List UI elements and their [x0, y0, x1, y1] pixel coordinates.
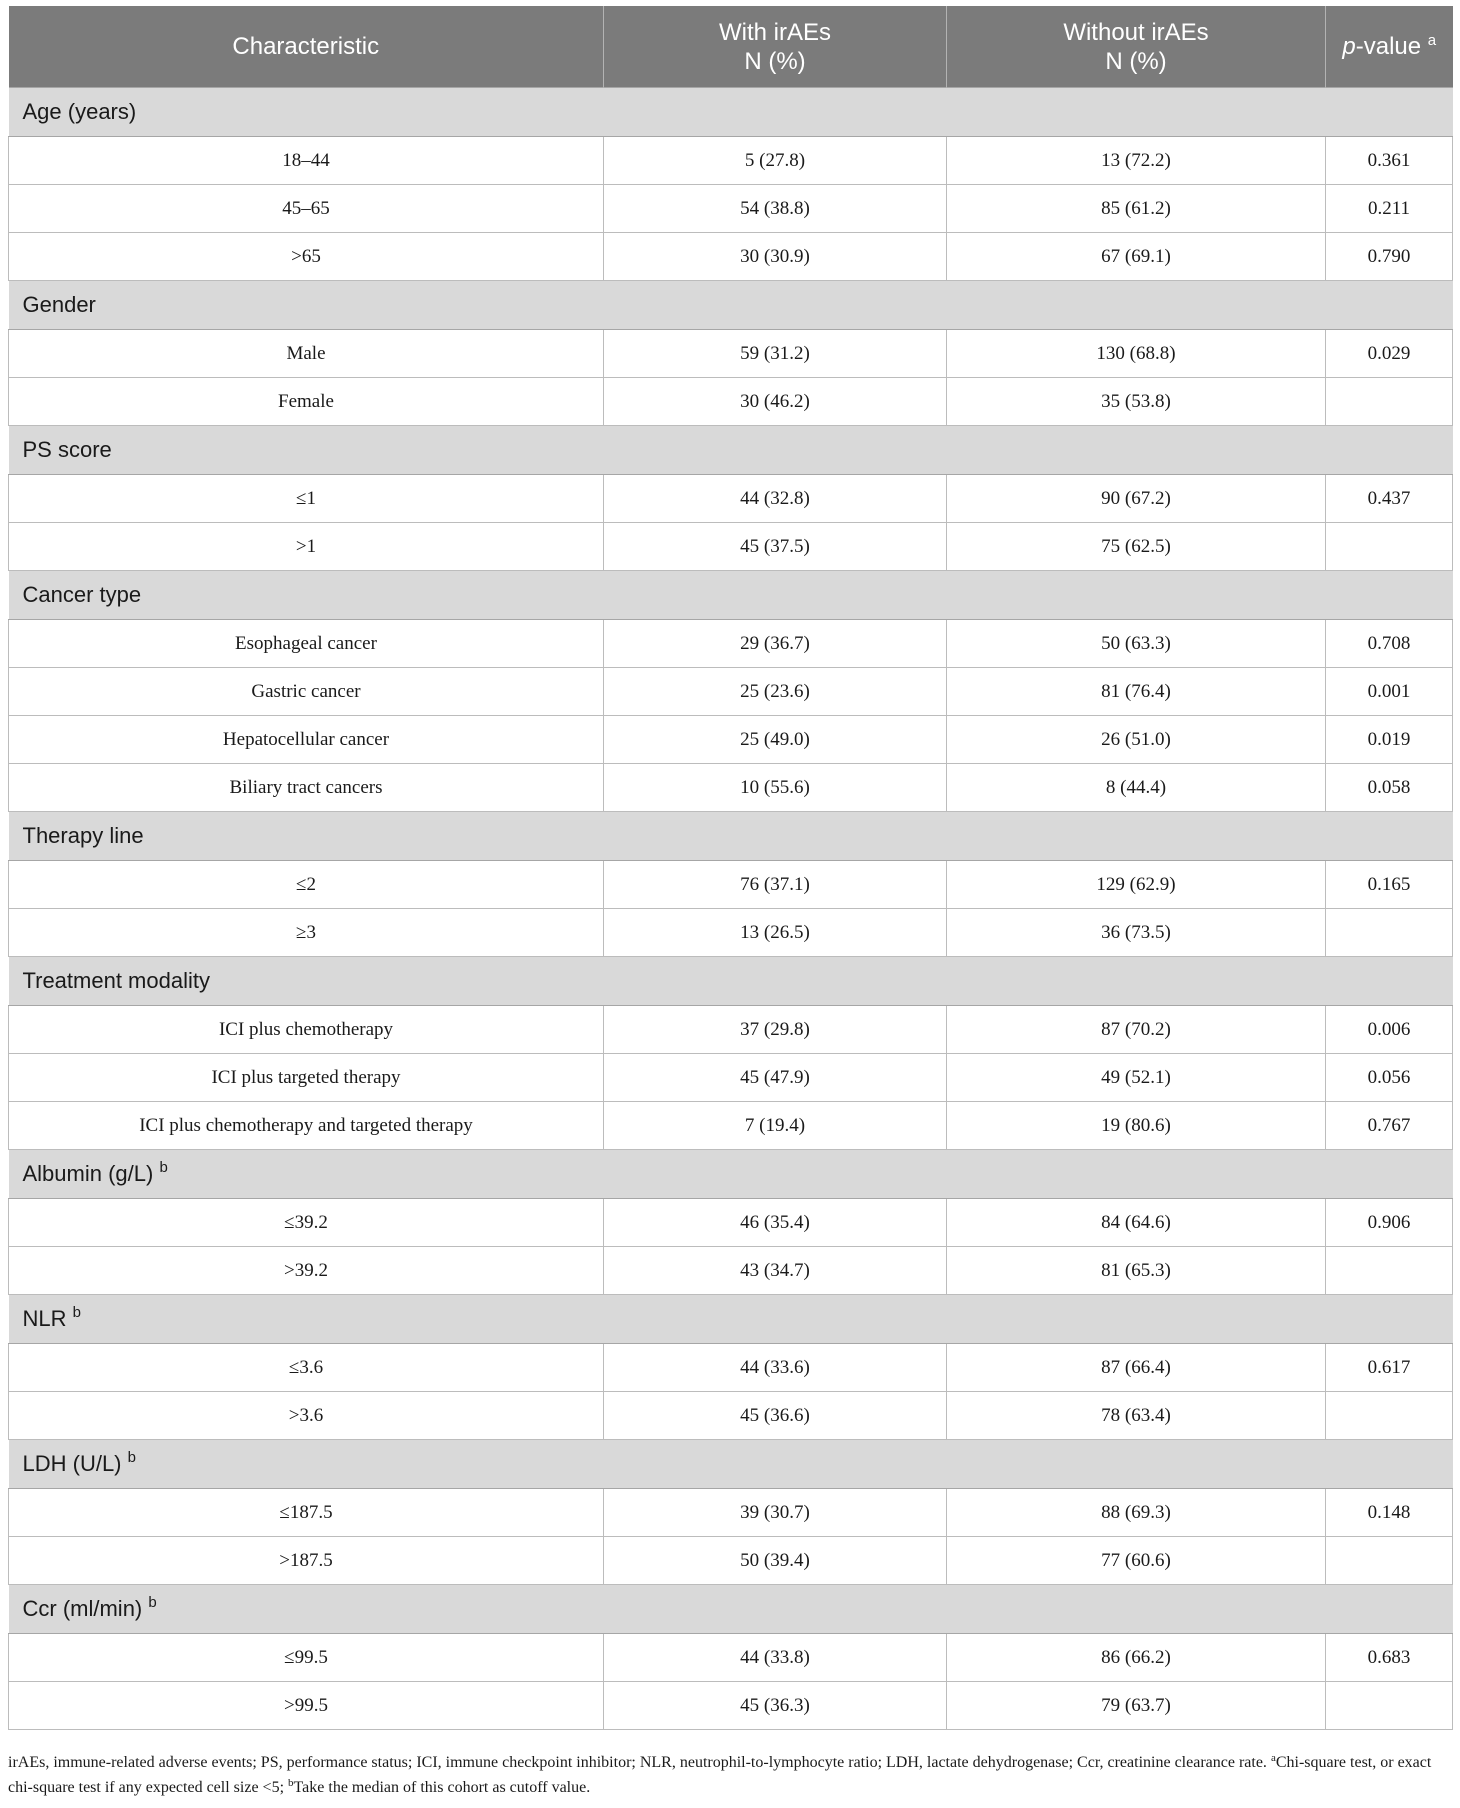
- section-title-cell: [9, 812, 1453, 861]
- cell-without-iraes: 67 (69.1): [947, 233, 1326, 281]
- cell-label: ICI plus chemotherapy and targeted therapy: [9, 1102, 604, 1150]
- section-title-cell: [9, 281, 1453, 330]
- table-row: [9, 716, 1453, 764]
- section-title-cell: [9, 1295, 1453, 1344]
- cell-without-iraes: 78 (63.4): [947, 1392, 1326, 1440]
- cell-with-iraes: 7 (19.4): [604, 1102, 947, 1150]
- cell-p-value: 0.617: [1326, 1344, 1453, 1392]
- cell-p-value: [1326, 1682, 1453, 1730]
- cell-label: ≤99.5: [9, 1634, 604, 1682]
- cell-label: 45–65: [9, 185, 604, 233]
- cell-with-iraes: 10 (55.6): [604, 764, 947, 812]
- footnote-a-mark: a: [1270, 1752, 1276, 1764]
- cell-without-iraes: 85 (61.2): [947, 185, 1326, 233]
- cell-p-value: [1326, 1537, 1453, 1585]
- footnote-a-text: Chi-square test, or exact chi-square test if any expected cell size <5;: [8, 1754, 1432, 1796]
- section-row: [9, 812, 1453, 861]
- table-row: [9, 1537, 1453, 1585]
- cell-with-iraes: 45 (36.6): [604, 1392, 947, 1440]
- cell-p-value: 0.006: [1326, 1006, 1453, 1054]
- cell-without-iraes: 13 (72.2): [947, 137, 1326, 185]
- cell-with-iraes: 50 (39.4): [604, 1537, 947, 1585]
- footnote-b-mark: b: [288, 1777, 294, 1789]
- cell-with-iraes: 44 (32.8): [604, 475, 947, 523]
- cell-p-value: 0.001: [1326, 668, 1453, 716]
- section-title: Gender: [22, 292, 96, 317]
- table-row: [9, 909, 1453, 957]
- cell-with-iraes: 45 (47.9): [604, 1054, 947, 1102]
- cell-without-iraes: 87 (70.2): [947, 1006, 1326, 1054]
- cell-p-value: 0.165: [1326, 861, 1453, 909]
- table-row: [9, 475, 1453, 523]
- cell-p-value: 0.029: [1326, 330, 1453, 378]
- cell-label: 18–44: [9, 137, 604, 185]
- section-title-cell: [9, 1150, 1453, 1199]
- table-row: [9, 620, 1453, 668]
- section-row: [9, 1585, 1453, 1634]
- table-row: [9, 1682, 1453, 1730]
- cell-label: Hepatocellular cancer: [9, 716, 604, 764]
- cell-with-iraes: 76 (37.1): [604, 861, 947, 909]
- table-row: [9, 1006, 1453, 1054]
- header-without-iraes: [947, 6, 1326, 88]
- section-title-cell: [9, 571, 1453, 620]
- header-without-line2: N (%): [1105, 47, 1167, 75]
- cell-label: ≤39.2: [9, 1199, 604, 1247]
- cell-with-iraes: 13 (26.5): [604, 909, 947, 957]
- cell-label: >3.6: [9, 1392, 604, 1440]
- header-p-italic: p: [1342, 33, 1356, 60]
- cell-label: ICI plus chemotherapy: [9, 1006, 604, 1054]
- cell-without-iraes: 129 (62.9): [947, 861, 1326, 909]
- table-footnote: [8, 1750, 1454, 1800]
- header-row: [9, 6, 1453, 88]
- cell-with-iraes: 37 (29.8): [604, 1006, 947, 1054]
- section-row: [9, 957, 1453, 1006]
- section-row: [9, 88, 1453, 137]
- section-row: [9, 426, 1453, 475]
- table-row: [9, 861, 1453, 909]
- section-title: Cancer type: [22, 582, 142, 607]
- cell-with-iraes: 5 (27.8): [604, 137, 947, 185]
- cell-label: >99.5: [9, 1682, 604, 1730]
- cell-label: >65: [9, 233, 604, 281]
- section-title: Albumin (g/L): [22, 1161, 154, 1186]
- cell-without-iraes: 79 (63.7): [947, 1682, 1326, 1730]
- header-p-sup: a: [1427, 32, 1437, 49]
- cell-label: ≤1: [9, 475, 604, 523]
- table-row: [9, 523, 1453, 571]
- section-footnote-mark: b: [127, 1449, 136, 1466]
- cell-without-iraes: 81 (76.4): [947, 668, 1326, 716]
- section-title-cell: [9, 957, 1453, 1006]
- table-row: [9, 1054, 1453, 1102]
- cell-label: >187.5: [9, 1537, 604, 1585]
- cell-with-iraes: 54 (38.8): [604, 185, 947, 233]
- table-row: [9, 1634, 1453, 1682]
- cell-label: Gastric cancer: [9, 668, 604, 716]
- header-with-iraes: [604, 6, 947, 88]
- cell-p-value: [1326, 378, 1453, 426]
- cell-with-iraes: 45 (36.3): [604, 1682, 947, 1730]
- header-characteristic-text: Characteristic: [232, 33, 380, 60]
- cell-without-iraes: 90 (67.2): [947, 475, 1326, 523]
- section-footnote-mark: b: [72, 1304, 81, 1321]
- cell-without-iraes: 130 (68.8): [947, 330, 1326, 378]
- header-with-line2: N (%): [744, 47, 806, 75]
- section-row: [9, 571, 1453, 620]
- table-row: [9, 1344, 1453, 1392]
- cell-label: Esophageal cancer: [9, 620, 604, 668]
- header-with-line1: With irAEs: [718, 18, 831, 46]
- header-without-line1: Without irAEs: [1063, 18, 1209, 46]
- cell-without-iraes: 26 (51.0): [947, 716, 1326, 764]
- cell-with-iraes: 30 (30.9): [604, 233, 947, 281]
- section-row: [9, 1295, 1453, 1344]
- section-title-cell: [9, 1585, 1453, 1634]
- cell-p-value: 0.708: [1326, 620, 1453, 668]
- table-row: [9, 1392, 1453, 1440]
- table-row: [9, 1489, 1453, 1537]
- cell-without-iraes: 75 (62.5): [947, 523, 1326, 571]
- cell-with-iraes: 44 (33.8): [604, 1634, 947, 1682]
- cell-with-iraes: 25 (49.0): [604, 716, 947, 764]
- cell-with-iraes: 29 (36.7): [604, 620, 947, 668]
- section-title-cell: [9, 426, 1453, 475]
- cell-without-iraes: 81 (65.3): [947, 1247, 1326, 1295]
- section-title: NLR: [22, 1306, 67, 1331]
- cell-p-value: 0.767: [1326, 1102, 1453, 1150]
- cell-p-value: 0.361: [1326, 137, 1453, 185]
- cell-label: ≤187.5: [9, 1489, 604, 1537]
- cell-label: >1: [9, 523, 604, 571]
- section-footnote-mark: b: [148, 1594, 157, 1611]
- cell-p-value: 0.148: [1326, 1489, 1453, 1537]
- section-row: [9, 281, 1453, 330]
- section-title: LDH (U/L): [22, 1451, 122, 1476]
- table-row: [9, 185, 1453, 233]
- cell-with-iraes: 39 (30.7): [604, 1489, 947, 1537]
- cell-with-iraes: 25 (23.6): [604, 668, 947, 716]
- cell-without-iraes: 88 (69.3): [947, 1489, 1326, 1537]
- cell-without-iraes: 86 (66.2): [947, 1634, 1326, 1682]
- cell-label: Biliary tract cancers: [9, 764, 604, 812]
- footnote-abbreviations: irAEs, immune-related adverse events; PS, performance status; ICI, immune checkpoint inhibitor; NLR, neutrophil-to-lymphocyte ratio; LDH, lactate dehydrogenase; Ccr, creatinine clearance rate.: [8, 1754, 1271, 1771]
- cell-without-iraes: 19 (80.6): [947, 1102, 1326, 1150]
- table-body: [9, 88, 1453, 1730]
- section-title: Ccr (ml/min): [22, 1596, 143, 1621]
- table-row: [9, 764, 1453, 812]
- characteristics-table: [8, 6, 1453, 1730]
- cell-without-iraes: 87 (66.4): [947, 1344, 1326, 1392]
- cell-with-iraes: 30 (46.2): [604, 378, 947, 426]
- table-row: [9, 378, 1453, 426]
- section-title: Treatment modality: [22, 968, 210, 993]
- cell-p-value: [1326, 523, 1453, 571]
- table-row: [9, 1102, 1453, 1150]
- header-characteristic: [9, 6, 604, 88]
- cell-p-value: 0.058: [1326, 764, 1453, 812]
- cell-p-value: 0.056: [1326, 1054, 1453, 1102]
- cell-label: ICI plus targeted therapy: [9, 1054, 604, 1102]
- table-row: [9, 233, 1453, 281]
- cell-p-value: 0.211: [1326, 185, 1453, 233]
- cell-p-value: 0.790: [1326, 233, 1453, 281]
- cell-without-iraes: 36 (73.5): [947, 909, 1326, 957]
- cell-label: >39.2: [9, 1247, 604, 1295]
- section-title: Therapy line: [22, 823, 144, 848]
- table-row: [9, 1199, 1453, 1247]
- table-row: [9, 1247, 1453, 1295]
- cell-without-iraes: 84 (64.6): [947, 1199, 1326, 1247]
- section-row: [9, 1150, 1453, 1199]
- table-row: [9, 137, 1453, 185]
- cell-with-iraes: 44 (33.6): [604, 1344, 947, 1392]
- cell-label: ≤3.6: [9, 1344, 604, 1392]
- cell-with-iraes: 43 (34.7): [604, 1247, 947, 1295]
- cell-without-iraes: 35 (53.8): [947, 378, 1326, 426]
- cell-p-value: 0.019: [1326, 716, 1453, 764]
- cell-p-value: [1326, 1247, 1453, 1295]
- cell-without-iraes: 77 (60.6): [947, 1537, 1326, 1585]
- cell-with-iraes: 46 (35.4): [604, 1199, 947, 1247]
- cell-label: ≥3: [9, 909, 604, 957]
- section-title: Age (years): [22, 99, 137, 124]
- cell-without-iraes: 49 (52.1): [947, 1054, 1326, 1102]
- footnote-b-text: Take the median of this cohort as cutoff value.: [293, 1779, 591, 1796]
- cell-p-value: [1326, 909, 1453, 957]
- section-title-cell: [9, 88, 1453, 137]
- cell-p-value: 0.906: [1326, 1199, 1453, 1247]
- cell-without-iraes: 50 (63.3): [947, 620, 1326, 668]
- section-title: PS score: [22, 437, 112, 462]
- cell-with-iraes: 45 (37.5): [604, 523, 947, 571]
- header-p-value: [1326, 6, 1453, 88]
- section-footnote-mark: b: [159, 1159, 168, 1176]
- cell-without-iraes: 8 (44.4): [947, 764, 1326, 812]
- cell-label: Male: [9, 330, 604, 378]
- cell-p-value: 0.683: [1326, 1634, 1453, 1682]
- cell-label: Female: [9, 378, 604, 426]
- table-wrapper: [8, 6, 1452, 1730]
- cell-p-value: [1326, 1392, 1453, 1440]
- header-p-rest: -value: [1355, 33, 1422, 60]
- cell-with-iraes: 59 (31.2): [604, 330, 947, 378]
- table-row: [9, 668, 1453, 716]
- section-title-cell: [9, 1440, 1453, 1489]
- section-row: [9, 1440, 1453, 1489]
- table-row: [9, 330, 1453, 378]
- cell-p-value: 0.437: [1326, 475, 1453, 523]
- cell-label: ≤2: [9, 861, 604, 909]
